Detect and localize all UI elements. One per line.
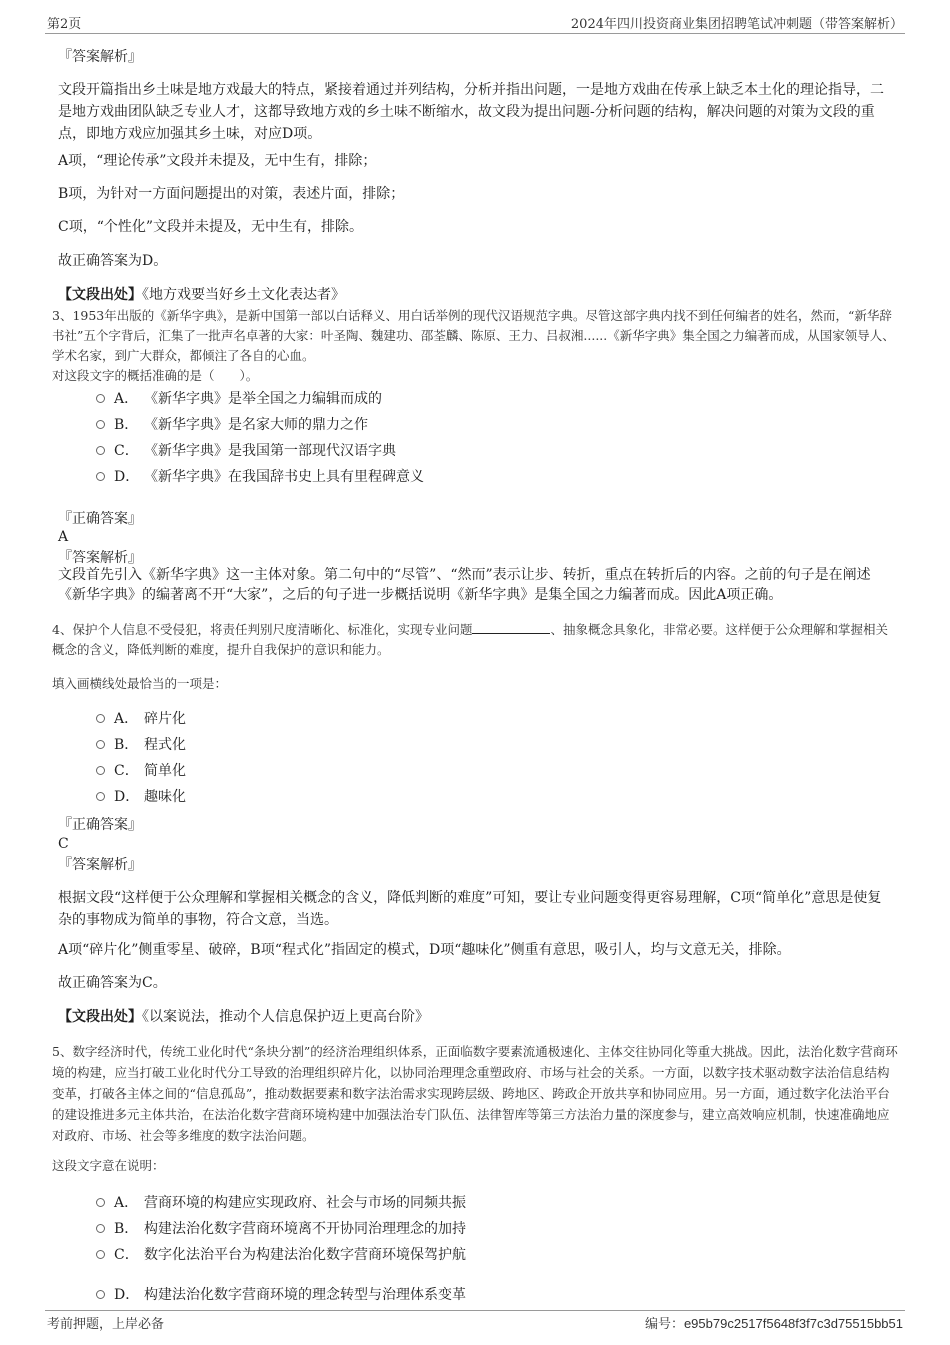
q4-source-label: 【文段出处】 [58, 1009, 142, 1025]
radio-icon[interactable] [96, 394, 105, 403]
q2-analysis-title: 『答案解析』 [58, 49, 142, 65]
q3-analysis-title: 『答案解析』 [58, 550, 142, 566]
q3-option-a[interactable]: A． 《新华字典》是举全国之力编辑而成的 [96, 388, 382, 408]
radio-icon[interactable] [96, 1198, 105, 1207]
q5-option-a[interactable]: A． 营商环境的构建应实现政府、社会与市场的同频共振 [96, 1192, 466, 1212]
q3-option-c[interactable]: C． 《新华字典》是我国第一部现代汉语字典 [96, 440, 396, 460]
radio-icon[interactable] [96, 472, 105, 481]
footer-divider [45, 1310, 905, 1311]
q5-option-c[interactable]: C． 数字化法治平台为构建法治化数字营商环境保驾护航 [96, 1244, 466, 1264]
q4-stem: 4、保护个人信息不受侵犯，将责任判别尺度清晰化、标准化，实现专业问题 、抽象概念具象化，非常必要。这样便于公众理解和掌握相关概念的含义，降低判断的难度，提升自我保护的意识和能力。 [52, 619, 898, 660]
q2-source [58, 284, 345, 306]
q4-correct-answer: C [58, 836, 69, 852]
q4-answer-line: 故正确答案为C。 [58, 975, 167, 991]
radio-icon[interactable] [96, 740, 105, 749]
q2-line-c: C项，“个性化”文段并未提及，无中生有，排除。 [58, 219, 364, 235]
q4-analysis-text: 根据文段“这样便于公众理解和掌握相关概念的含义，降低判断的难度”可知，要让专业问题变得更容易理解，C项“简单化”意思是使复杂的事物成为简单的事物，符合文意，当选。 [58, 890, 882, 928]
page-number: 第2页 [47, 17, 82, 32]
q3-analysis-text: 文段首先引入《新华字典》这一主体对象。第二句中的“尽管”、“然而”表示让步、转折，重点在转折后的内容。之前的句子是在阐述《新华字典》的编著离不开“大家”，之后的句子进一步概括说明《新华字典》是集全国之力编著而成。因此A项正确。 [58, 567, 871, 603]
radio-icon[interactable] [96, 792, 105, 801]
footer-document-id: 编号：e95b79c2517f5648f3f7c3d75515bb51 [644, 1316, 903, 1331]
q4-source-text: 《以案说法，推动个人信息保护迈上更高台阶》 [142, 1009, 429, 1025]
q3-correct-answer: A [58, 529, 69, 545]
q3-option-b[interactable]: B． 《新华字典》是名家大师的鼎力之作 [96, 414, 368, 434]
q3-prompt: 对这段文字的概括准确的是（ ）。 [52, 368, 259, 383]
q2-source-text: 《地方戏要当好乡土文化表达者》 [142, 287, 345, 303]
q5-prompt: 这段文字意在说明： [52, 1158, 165, 1173]
q2-analysis-text: 文段开篇指出乡土味是地方戏最大的特点，紧接着通过并列结构，分析并指出问题，一是地方戏曲在传承上缺乏本土化的理论指导，二是地方戏曲团队缺乏专业人才，这都导致地方戏的乡土味不断缩水，故文段为提出问题-分析问题的结构，解决问题的对策为文段的重点，即地方戏应加强其乡土味，对应D项。 [58, 82, 884, 142]
radio-icon[interactable] [96, 714, 105, 723]
header-divider [45, 33, 905, 34]
radio-icon[interactable] [96, 1224, 105, 1233]
q3-option-d[interactable]: D． 《新华字典》在我国辞书史上具有里程碑意义 [96, 466, 424, 486]
q4-line-other: A项“碎片化”侧重零星、破碎，B项“程式化”指固定的模式，D项“趣味化”侧重有意思，吸引人，均与文意无关，排除。 [58, 942, 791, 958]
q3-stem: 3、1953年出版的《新华字典》，是新中国第一部以白话释义、用白话举例的现代汉语规范字典。尽管这部字典内找不到任何编者的姓名，然而，“新华辞书社”五个字背后，汇集了一批声名卓著的大家：叶圣陶、魏建功、邵荃麟、陈原、王力、吕叔湘......《新华字典》集全国之力编著而成，从国家领导人、学术名家，到广大群众，都倾注了各自的心血。 [52, 308, 895, 363]
q4-option-c[interactable]: C． 简单化 [96, 760, 186, 780]
radio-icon[interactable] [96, 766, 105, 775]
q2-line-b: B项，为针对一方面问题提出的对策，表述片面，排除； [58, 186, 405, 202]
q4-source [58, 1006, 429, 1028]
radio-icon[interactable] [96, 1290, 105, 1299]
radio-icon[interactable] [96, 420, 105, 429]
q4-prompt: 填入画横线处最恰当的一项是： [52, 676, 228, 691]
q4-option-d[interactable]: D． 趣味化 [96, 786, 186, 806]
footer-slogan: 考前押题，上岸必备 [47, 1317, 165, 1332]
q5-option-b[interactable]: B． 构建法治化数字营商环境离不开协同治理理念的加持 [96, 1218, 466, 1238]
radio-icon[interactable] [96, 1250, 105, 1259]
q2-source-label: 【文段出处】 [58, 287, 142, 303]
document-title: 2024年四川投资商业集团招聘笔试冲刺题（带答案解析） [570, 17, 903, 32]
q5-stem: 5、数字经济时代，传统工业化时代“条块分割”的经济治理组织体系，正面临数字要素流通极速化、主体交往协同化等重大挑战。因此，法治化数字营商环境的构建，应当打破工业化时代分工导致的治理组织碎片化，以协同治理理念重塑政府、市场与社会的关系。一方面，以数字技术驱动数字法治信息结构变革，打破各主体之间的“信息孤岛”，推动数据要素和数字法治需求实现跨层级、跨地区、跨政企开放共享和协同应用。另一方面，通过数字化法治平台的建设推进多元主体共治，在法治化数字营商环境构建中加强法治专门队伍、法律智库等第三方法治力量的深度参与，建立高效响应机制，快速准确地应对政府、市场、社会等多维度的数字法治问题。 [52, 1044, 898, 1143]
radio-icon[interactable] [96, 446, 105, 455]
q4-analysis-title: 『答案解析』 [58, 857, 142, 873]
q4-correct-title: 『正确答案』 [58, 817, 142, 833]
q3-correct-title: 『正确答案』 [58, 511, 142, 527]
q4-option-b[interactable]: B． 程式化 [96, 734, 186, 754]
q2-line-a: A项，“理论传承”文段并未提及，无中生有，排除； [58, 153, 377, 169]
fill-blank [472, 619, 550, 634]
q2-answer-line: 故正确答案为D。 [58, 253, 168, 269]
q5-option-d[interactable]: D． 构建法治化数字营商环境的理念转型与治理体系变革 [96, 1284, 466, 1304]
q4-option-a[interactable]: A． 碎片化 [96, 708, 186, 728]
